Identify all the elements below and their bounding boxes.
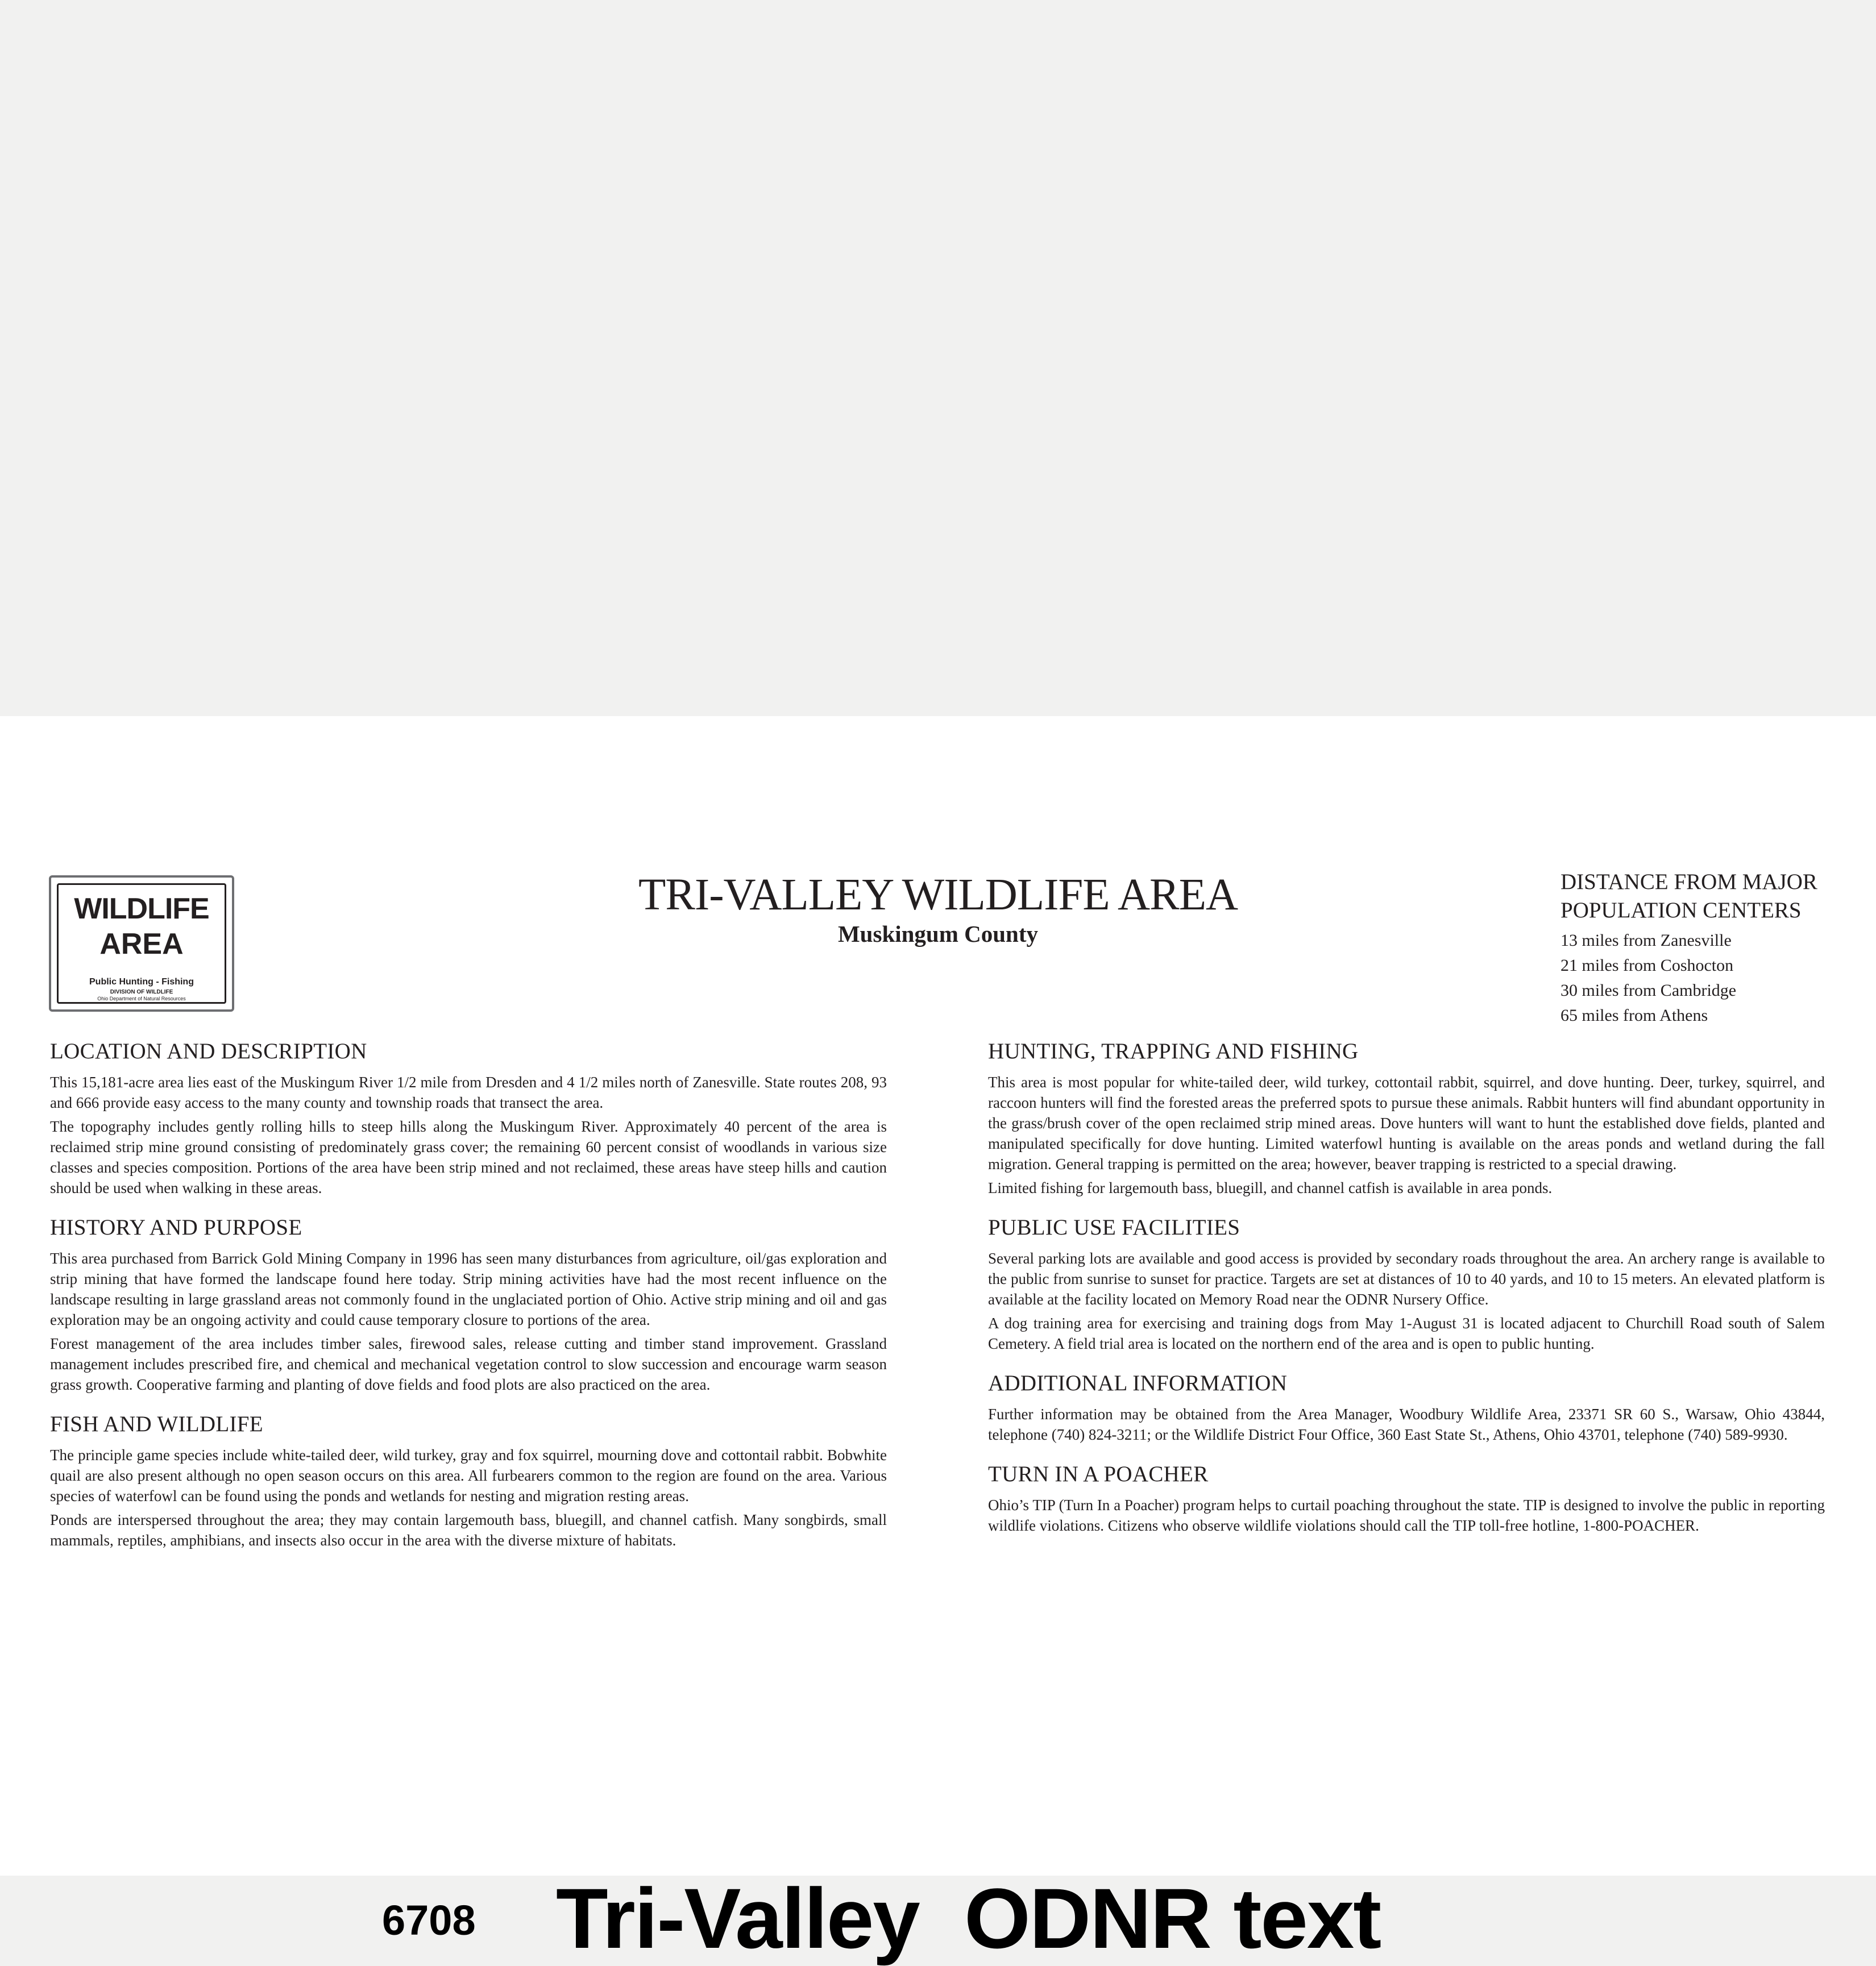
- section-heading: LOCATION AND DESCRIPTION: [50, 1039, 367, 1063]
- section-paragraph: Limited fishing for largemouth bass, bluegill, and channel catfish is available in area ponds.: [988, 1179, 1553, 1196]
- sign-line-public: Public Hunting - Fishing: [89, 977, 194, 987]
- section-poacher: [988, 1461, 1825, 1536]
- distance-panel: [1560, 868, 1833, 1028]
- distance-heading-line: DISTANCE FROM MAJOR: [1560, 870, 1817, 894]
- section-heading: FISH AND WILDLIFE: [50, 1412, 263, 1436]
- distance-item: 21 miles from Coshocton: [1560, 956, 1734, 975]
- section-location: [50, 1038, 887, 1198]
- section-paragraph: Ohio’s TIP (Turn In a Poacher) program helps to curtail poaching throughout the state. TIP is designed to involve the public in reporting wildlife violations. Citizens who observe wildlife violations should call the TIP toll-free hotline, 1-800-POACHER.: [988, 1497, 1825, 1534]
- distance-item: 30 miles from Cambridge: [1560, 981, 1737, 1000]
- section-heading: ADDITIONAL INFORMATION: [988, 1371, 1288, 1395]
- sign-line-wildlife: WILDLIFE: [74, 892, 209, 925]
- section-paragraph: This 15,181-acre area lies east of the Muskingum River 1/2 mile from Dresden and 4 1/2 miles north of Zanesville. State routes 208, 93 and 666 provide easy access to the many county and township roads that transect the area.: [50, 1074, 887, 1111]
- section-heading: TURN IN A POACHER: [988, 1462, 1209, 1486]
- section-paragraph: The topography includes gently rolling hills to steep hills along the Muskingum River. Approximately 40 percent of the area is reclaimed strip mine ground consisting of predominately grass cover; the remaining 60 percent consist of woodlands in various size classes and species composition. Portions of the area have been strip mined and not reclaimed, these areas have steep hills and caution should be used when walking in these areas.: [50, 1118, 887, 1196]
- section-heading: HISTORY AND PURPOSE: [50, 1215, 302, 1240]
- section-paragraph: This area purchased from Barrick Gold Mining Company in 1996 has seen many disturbances from agriculture, oil/gas exploration and strip mining that have formed the landscape found here today. Strip mining activities have had the most recent influence on the landscape resulting in large grassland areas not commonly found in the unglaciated portion of Ohio. Active strip mining and oil and gas exploration may be an ongoing activity and could cause temporary closure to portions of the area.: [50, 1250, 887, 1328]
- section-additional-info: [988, 1370, 1825, 1445]
- footer-number: 6708: [382, 1897, 476, 1944]
- sign-line-division: DIVISION OF WILDLIFE: [110, 989, 173, 995]
- section-fish-wildlife: [50, 1411, 887, 1551]
- section-paragraph: The principle game species include white-tailed deer, wild turkey, gray and fox squirrel, mourning dove and cottontail rabbit. Bobwhite quail are also present although no open season occurs on this area. All furbearers common to the region are found on the area. Various species of waterfowl can be found using the ponds and wetlands for nesting and migration resting areas.: [50, 1447, 887, 1504]
- footer-label: Tri-Valley ODNR text: [556, 1871, 1381, 1966]
- left-column: [50, 1038, 887, 1566]
- section-paragraph: A dog training area for exercising and training dogs from May 1-August 31 is located adjacent to Churchill Road south of Salem Cemetery. A field trial area is located on the northern end of the area and is open to public hunting.: [988, 1315, 1825, 1352]
- distance-heading-line: POPULATION CENTERS: [1560, 898, 1802, 922]
- section-paragraph: Forest management of the area includes timber sales, firewood sales, release cutting and timber stand improvement. Grassland management includes prescribed fire, and chemical and mechanical vegetation control to slow succession and encourage warm season grass growth. Cooperative farming and planting of dove fields and food plots are also practiced on the area.: [50, 1335, 887, 1393]
- section-heading: HUNTING, TRAPPING AND FISHING: [988, 1039, 1359, 1063]
- right-column: [988, 1038, 1825, 1552]
- section-paragraph: Further information may be obtained from the Area Manager, Woodbury Wildlife Area, 23371 SR 60 S., Warsaw, Ohio 43844, telephone (740) 824-3211; or the Wildlife District Four Office, 360 East State St., Athens, Ohio 43701, telephone (740) 589-9930.: [988, 1406, 1825, 1443]
- section-history: [50, 1214, 887, 1395]
- blank-top-area: [0, 0, 1876, 716]
- sign-line-area: AREA: [99, 928, 184, 961]
- sign-line-department: Ohio Department of Natural Resources: [97, 996, 186, 1001]
- section-hunting: [988, 1038, 1825, 1198]
- section-paragraph: This area is most popular for white-tailed deer, wild turkey, cottontail rabbit, squirrel, and dove hunting. Deer, turkey, squirrel, and raccoon hunters will find the forested areas the preferred spots to pursue these animals. Rabbit hunters will find abundant opportunity in the grass/brush cover of the open reclaimed strip mined areas. Dove hunters will want to hunt the established dove fields, planted and manipulated specifically for dove hunting. Limited waterfowl hunting is available on the areas ponds and wetland during the fall migration. General trapping is permitted on the area; however, beaver trapping is restricted to a special drawing.: [988, 1074, 1825, 1173]
- section-paragraph: Ponds are interspersed throughout the area; they may contain largemouth bass, bluegill, and channel catfish. Many songbirds, small mammals, reptiles, amphibians, and insects also occur in the area with the diverse mixture of habitats.: [50, 1511, 887, 1549]
- sign-inner-border: [57, 883, 226, 1004]
- section-heading: PUBLIC USE FACILITIES: [988, 1215, 1240, 1240]
- section-facilities: [988, 1214, 1825, 1354]
- section-paragraph: Several parking lots are available and good access is provided by secondary roads throughout the area. An archery range is available to the public from sunrise to sunset for practice. Targets are set at distances of 10 to 40 yards, and 10 to 15 meters. An elevated platform is available at the facility located on Memory Road near the ODNR Nursery Office.: [988, 1250, 1825, 1308]
- distance-item: 13 miles from Zanesville: [1560, 931, 1732, 950]
- wildlife-area-sign-logo: [49, 875, 234, 1012]
- distance-heading: [1560, 868, 1833, 925]
- distance-list: [1560, 928, 1833, 1028]
- distance-item: 65 miles from Athens: [1560, 1006, 1708, 1025]
- page-subtitle: Muskingum County: [837, 921, 1039, 947]
- page-title: TRI-VALLEY WILDLIFE AREA: [638, 870, 1238, 920]
